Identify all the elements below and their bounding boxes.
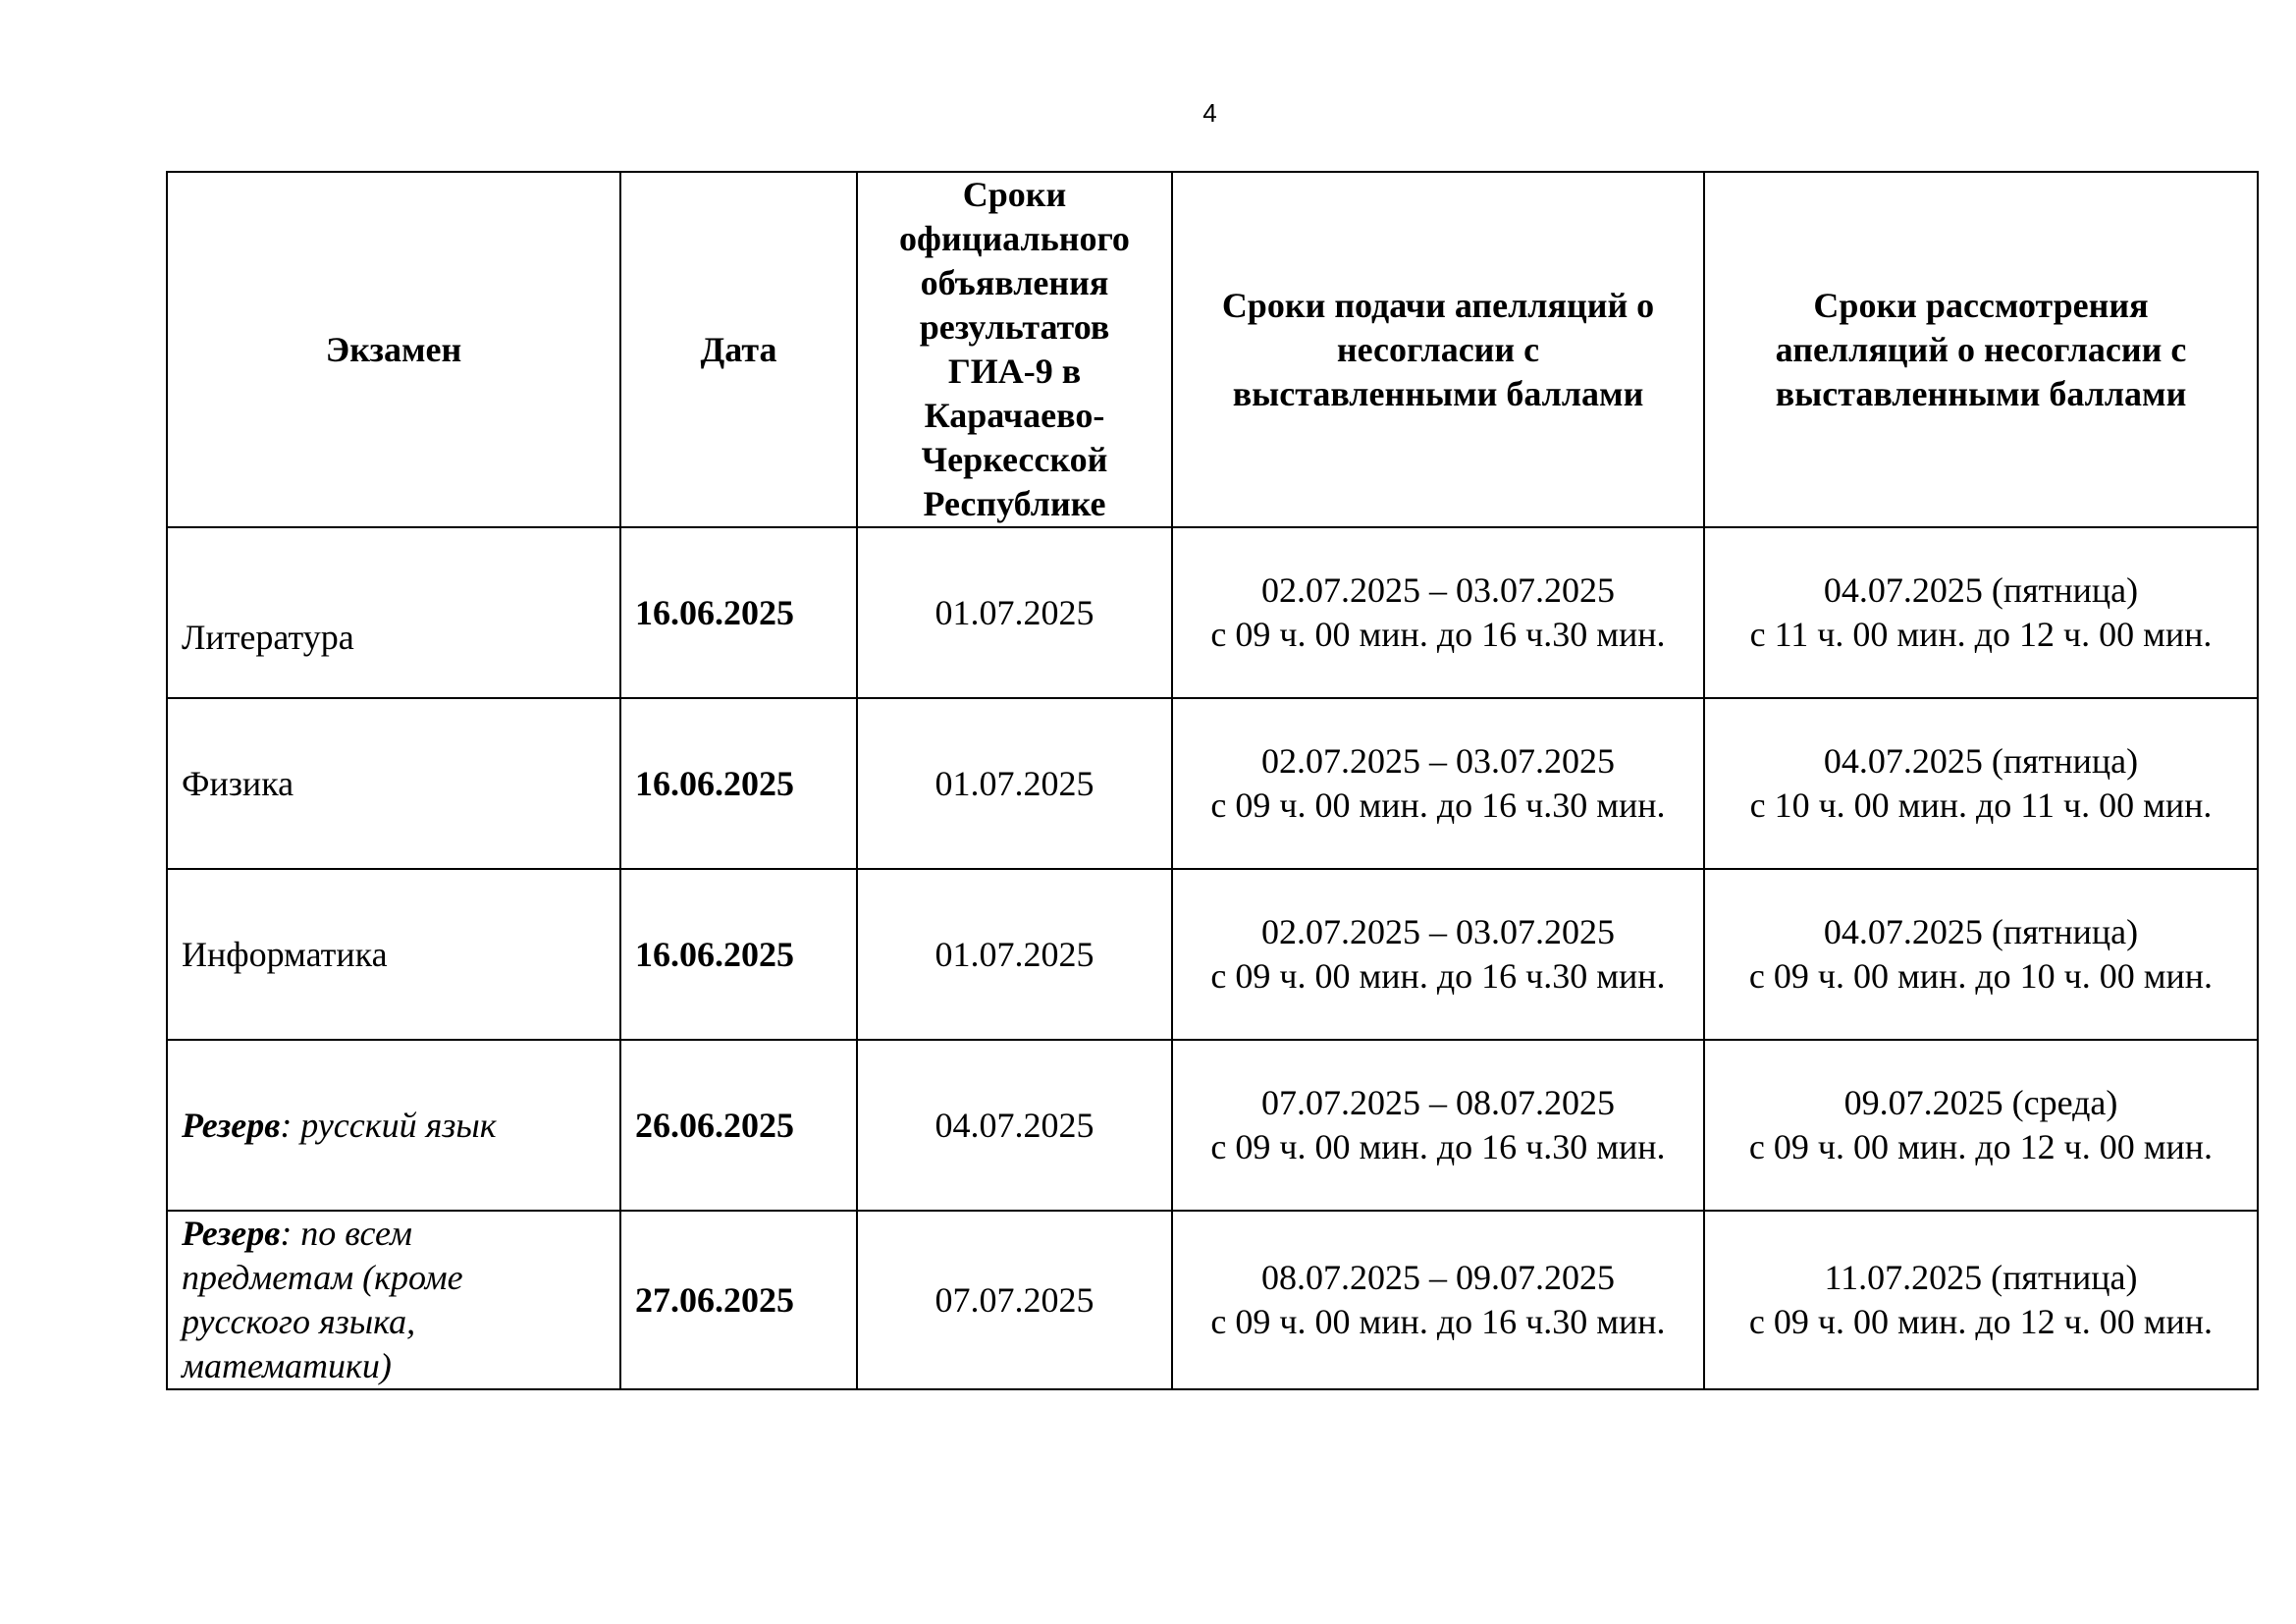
review-date: 04.07.2025 (пятница) [1823,912,2139,951]
page-number: 4 [1202,98,1217,128]
submission-time: с 09 ч. 00 мин. до 16 ч.30 мин. [1210,1302,1666,1341]
exam-date: 26.06.2025 [620,1040,857,1211]
exam-name: Информатика [167,869,620,1040]
submission-dates: 02.07.2025 – 03.07.2025 [1261,741,1615,781]
exam-name: Литература [167,527,620,698]
header-date: Дата [620,172,857,527]
review-period [1704,869,2258,1040]
review-date: 09.07.2025 (среда) [1843,1083,2118,1122]
submission-dates: 02.07.2025 – 03.07.2025 [1261,570,1615,610]
submission-time: с 09 ч. 00 мин. до 16 ч.30 мин. [1210,956,1666,996]
table-row [167,1040,2258,1211]
header-submission-line: выставленными баллами [1232,373,1644,413]
review-period [1704,698,2258,869]
submission-period [1172,527,1704,698]
header-results-line: Черкесской [921,440,1108,479]
header-appeal-submission [1172,172,1704,527]
submission-period [1172,698,1704,869]
submission-time: с 09 ч. 00 мин. до 16 ч.30 мин. [1210,615,1666,654]
submission-dates: 07.07.2025 – 08.07.2025 [1261,1083,1615,1122]
appeals-schedule-table [166,171,2259,1390]
header-exam: Экзамен [167,172,620,527]
table-header-row [167,172,2258,527]
review-period [1704,527,2258,698]
header-results-line: объявления [920,263,1109,302]
header-results-line: Карачаево- [924,396,1105,435]
review-time: с 11 ч. 00 мин. до 12 ч. 00 мин. [1749,615,2213,654]
header-submission-line: несогласии с [1336,329,1540,369]
review-period [1704,1211,2258,1389]
review-time: с 09 ч. 00 мин. до 12 ч. 00 мин. [1748,1302,2214,1341]
table-row [167,1211,2258,1389]
exam-name: Физика [167,698,620,869]
exam-name [167,1211,620,1389]
reserve-subject-line: русского языка, [182,1302,416,1341]
review-time: с 09 ч. 00 мин. до 12 ч. 00 мин. [1748,1127,2214,1166]
submission-period [1172,1211,1704,1389]
table-row [167,698,2258,869]
exam-date: 27.06.2025 [620,1211,857,1389]
header-results-line: ГИА-9 в [947,352,1082,391]
results-date: 01.07.2025 [857,869,1172,1040]
results-date: 04.07.2025 [857,1040,1172,1211]
results-date: 01.07.2025 [857,527,1172,698]
exam-date: 16.06.2025 [620,527,857,698]
header-review-line: апелляций о несогласии с [1775,329,2187,369]
header-results-announcement [857,172,1172,527]
submission-time: с 09 ч. 00 мин. до 16 ч.30 мин. [1210,785,1666,825]
header-results-line: результатов [919,307,1110,347]
review-date: 11.07.2025 (пятница) [1824,1258,2138,1297]
header-submission-line: Сроки подачи апелляций о [1221,285,1655,325]
table-row [167,869,2258,1040]
exam-date: 16.06.2025 [620,698,857,869]
header-review-line: выставленными баллами [1775,373,2187,413]
exam-date: 16.06.2025 [620,869,857,1040]
review-date: 04.07.2025 (пятница) [1823,741,2139,781]
header-results-line: Республике [923,484,1106,523]
submission-dates: 02.07.2025 – 03.07.2025 [1261,912,1615,951]
submission-period [1172,869,1704,1040]
review-date: 04.07.2025 (пятница) [1823,570,2139,610]
submission-period [1172,1040,1704,1211]
table-row [167,527,2258,698]
reserve-label: Резерв [182,1214,281,1253]
header-results-line: Сроки [962,175,1067,214]
results-date: 01.07.2025 [857,698,1172,869]
header-review-line: Сроки рассмотрения [1813,285,2149,325]
reserve-subject-line: предметам (кроме [182,1258,463,1297]
review-period [1704,1040,2258,1211]
review-time: с 09 ч. 00 мин. до 10 ч. 00 мин. [1748,956,2214,996]
header-results-line: официального [899,219,1130,258]
reserve-label: Резерв [182,1105,281,1145]
submission-time: с 09 ч. 00 мин. до 16 ч.30 мин. [1210,1127,1666,1166]
reserve-subject-line: математики) [182,1346,392,1385]
reserve-subject: : русский язык [280,1105,497,1145]
reserve-subject-line: : по всем [280,1214,413,1253]
submission-dates: 08.07.2025 – 09.07.2025 [1261,1258,1615,1297]
exam-name [167,1040,620,1211]
header-appeal-review [1704,172,2258,527]
results-date: 07.07.2025 [857,1211,1172,1389]
review-time: с 10 ч. 00 мин. до 11 ч. 00 мин. [1749,785,2213,825]
